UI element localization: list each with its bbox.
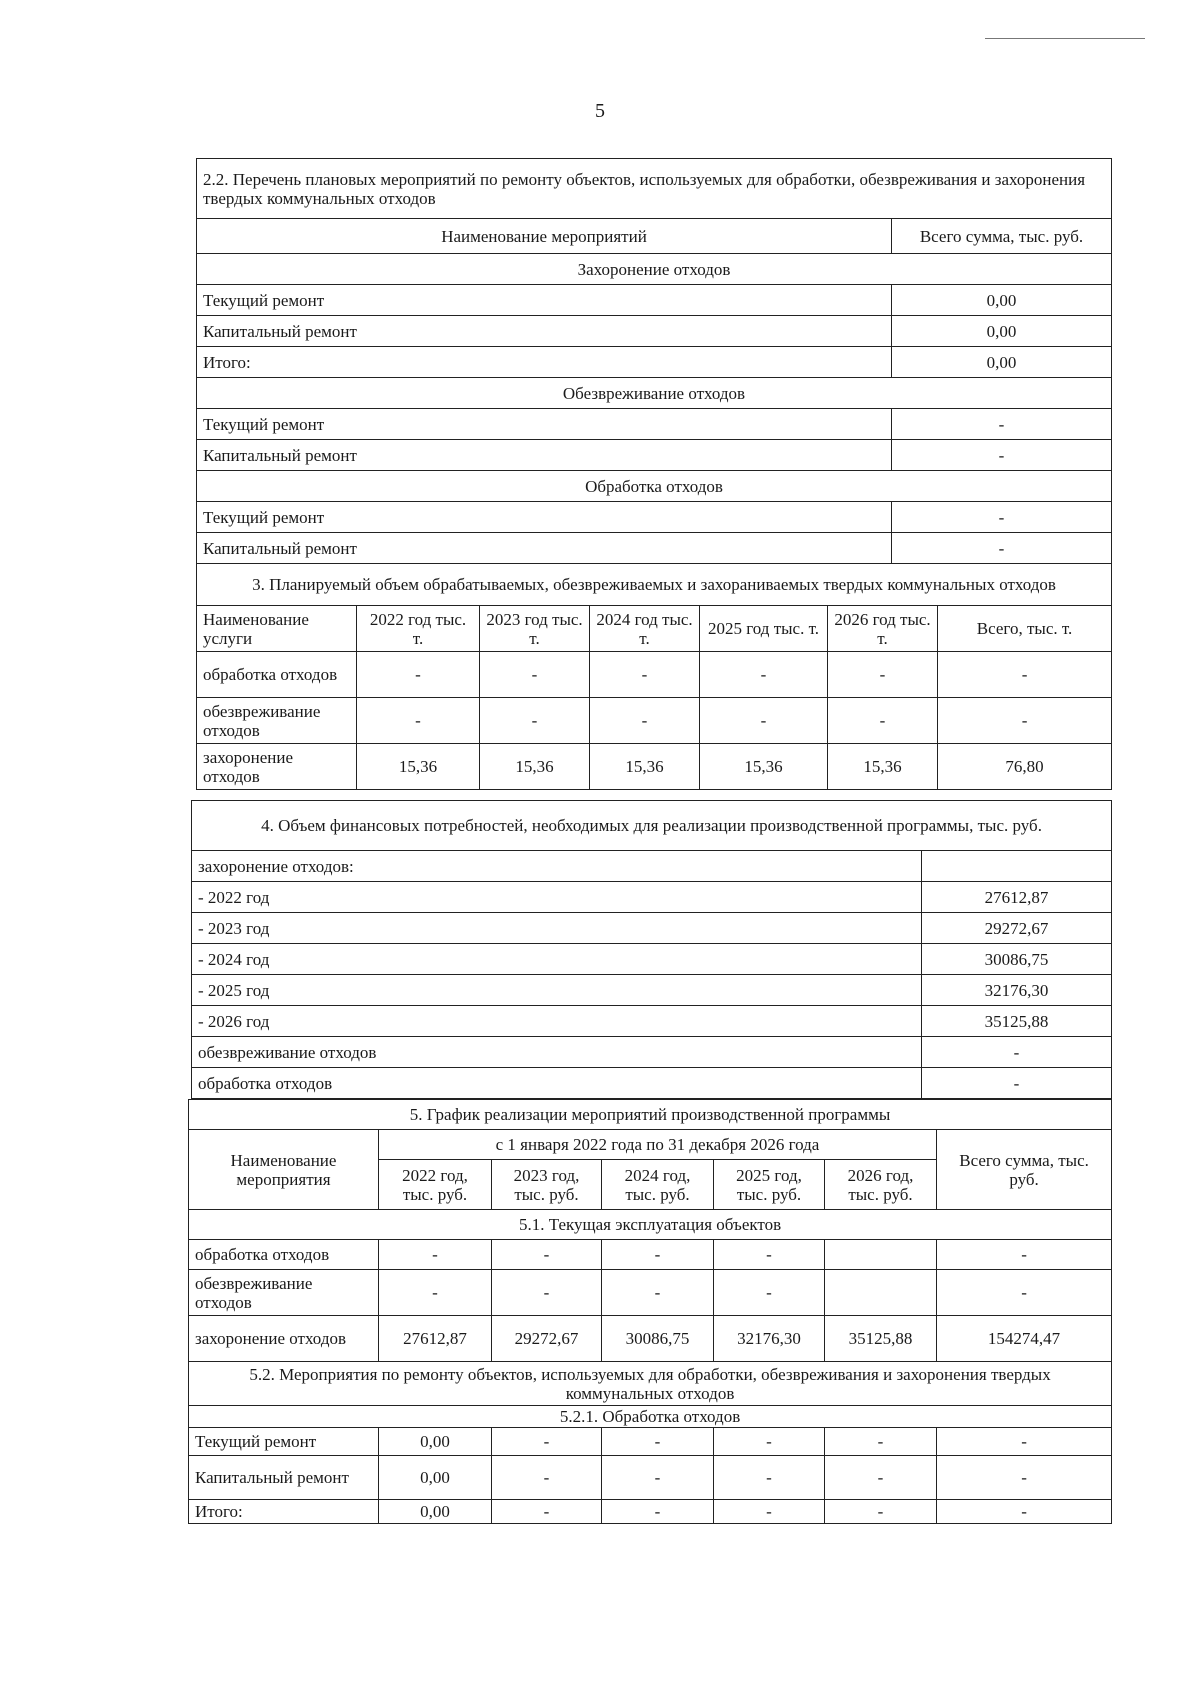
row-value: 0,00 — [892, 285, 1112, 316]
cell: - — [602, 1240, 714, 1270]
cell: 15,36 — [700, 744, 828, 790]
year-header: 2022 год, тыс. руб. — [379, 1160, 492, 1210]
row-label: обезвреживание отходов — [192, 1037, 922, 1068]
row-label: Капитальный ремонт — [189, 1456, 379, 1500]
row-value: - — [892, 409, 1112, 440]
row-label: Капитальный ремонт — [197, 533, 892, 564]
row-label: - 2026 год — [192, 1006, 922, 1037]
cell: - — [602, 1456, 714, 1500]
subsection-5-1-title: 5.1. Текущая эксплуатация объектов — [189, 1210, 1112, 1240]
cell: - — [700, 698, 828, 744]
cell: - — [937, 1428, 1112, 1456]
column-header-name: Наименование мероприятий — [197, 219, 892, 254]
cell: 154274,47 — [937, 1316, 1112, 1362]
row-value: 27612,87 — [922, 882, 1112, 913]
cell: - — [714, 1456, 825, 1500]
cell: - — [714, 1240, 825, 1270]
year-header: 2025 год, тыс. руб. — [714, 1160, 825, 1210]
column-header-name: Наименование мероприятия — [189, 1130, 379, 1210]
row-value: - — [892, 533, 1112, 564]
cell: - — [825, 1500, 937, 1524]
row-label: Итого: — [197, 347, 892, 378]
section-2-2-title: 2.2. Перечень плановых мероприятий по ремонту объектов, используемых для обработки, обезвреживания и захоронения твердых коммунальных отходов — [197, 159, 1112, 219]
cell: - — [492, 1428, 602, 1456]
row-value: 29272,67 — [922, 913, 1112, 944]
row-label: Текущий ремонт — [197, 502, 892, 533]
column-header: 2023 год тыс. т. — [480, 606, 590, 652]
volume-table — [196, 563, 1112, 790]
group-title: Обработка отходов — [197, 471, 1112, 502]
section-4-title: 4. Объем финансовых потребностей, необходимых для реализации производственной программы, тыс. руб. — [192, 801, 1112, 851]
group-title: Обезвреживание отходов — [197, 378, 1112, 409]
cell: - — [492, 1240, 602, 1270]
row-value: 30086,75 — [922, 944, 1112, 975]
cell: 27612,87 — [379, 1316, 492, 1362]
column-header-total: Всего сумма, тыс. руб. — [937, 1130, 1112, 1210]
row-label: Капитальный ремонт — [197, 316, 892, 347]
repair-plan-table — [196, 158, 1112, 564]
cell: - — [714, 1500, 825, 1524]
cell: 30086,75 — [602, 1316, 714, 1362]
row-label: - 2022 год — [192, 882, 922, 913]
cell: 0,00 — [379, 1428, 492, 1456]
cell: - — [938, 698, 1112, 744]
cell: 35125,88 — [825, 1316, 937, 1362]
row-label: обработка отходов — [197, 652, 357, 698]
subsection-5-2-title: 5.2. Мероприятия по ремонту объектов, используемых для обработки, обезвреживания и захоронения твердых коммунальных отходов — [189, 1362, 1112, 1406]
row-label: - 2024 год — [192, 944, 922, 975]
row-label: Капитальный ремонт — [197, 440, 892, 471]
cell: - — [825, 1428, 937, 1456]
row-label: обработка отходов — [192, 1068, 922, 1099]
row-label: Текущий ремонт — [189, 1428, 379, 1456]
cell: - — [492, 1456, 602, 1500]
row-label: захоронение отходов — [197, 744, 357, 790]
cell: - — [714, 1270, 825, 1316]
cell — [825, 1240, 937, 1270]
cell: - — [602, 1270, 714, 1316]
cell: - — [590, 698, 700, 744]
scan-edge-line — [985, 38, 1145, 39]
row-label: - 2025 год — [192, 975, 922, 1006]
row-label: захоронение отходов — [189, 1316, 379, 1362]
row-value: 35125,88 — [922, 1006, 1112, 1037]
column-header-sum: Всего сумма, тыс. руб. — [892, 219, 1112, 254]
cell: - — [480, 652, 590, 698]
cell: - — [492, 1270, 602, 1316]
cell: 29272,67 — [492, 1316, 602, 1362]
cell: - — [379, 1270, 492, 1316]
cell: 76,80 — [938, 744, 1112, 790]
schedule-table — [188, 1099, 1112, 1524]
cell: - — [828, 652, 938, 698]
column-header: 2024 год тыс. т. — [590, 606, 700, 652]
cell: - — [492, 1500, 602, 1524]
cell: - — [825, 1456, 937, 1500]
cell: - — [937, 1270, 1112, 1316]
cell: 15,36 — [357, 744, 480, 790]
cell: - — [937, 1240, 1112, 1270]
year-header: 2024 год, тыс. руб. — [602, 1160, 714, 1210]
cell: 32176,30 — [714, 1316, 825, 1362]
row-label: обезвреживание отходов — [197, 698, 357, 744]
year-header: 2026 год, тыс. руб. — [825, 1160, 937, 1210]
column-header: Всего, тыс. т. — [938, 606, 1112, 652]
cell — [825, 1270, 937, 1316]
column-header: 2025 год тыс. т. — [700, 606, 828, 652]
section-3-title: 3. Планируемый объем обрабатываемых, обезвреживаемых и захораниваемых твердых коммунальных отходов — [197, 564, 1112, 606]
row-label: Итого: — [189, 1500, 379, 1524]
row-value: 0,00 — [892, 347, 1112, 378]
column-header: 2026 год тыс. т. — [828, 606, 938, 652]
cell: - — [379, 1240, 492, 1270]
row-label: - 2023 год — [192, 913, 922, 944]
finance-table — [191, 800, 1112, 1099]
row-label: захоронение отходов: — [192, 851, 922, 882]
cell: 15,36 — [828, 744, 938, 790]
cell: - — [357, 698, 480, 744]
subsection-5-2-1-title: 5.2.1. Обработка отходов — [189, 1406, 1112, 1428]
row-label: Текущий ремонт — [197, 285, 892, 316]
cell: - — [938, 652, 1112, 698]
row-value — [922, 851, 1112, 882]
row-value: - — [892, 502, 1112, 533]
row-value: 32176,30 — [922, 975, 1112, 1006]
column-header: Наименование услуги — [197, 606, 357, 652]
cell: - — [602, 1428, 714, 1456]
group-title: Захоронение отходов — [197, 254, 1112, 285]
row-label: обработка отходов — [189, 1240, 379, 1270]
period-header: с 1 января 2022 года по 31 декабря 2026 года — [379, 1130, 937, 1160]
section-5-title: 5. График реализации мероприятий производственной программы — [189, 1100, 1112, 1130]
cell: - — [828, 698, 938, 744]
column-header: 2022 год тыс. т. — [357, 606, 480, 652]
cell: - — [602, 1500, 714, 1524]
cell: - — [590, 652, 700, 698]
cell: 0,00 — [379, 1500, 492, 1524]
row-label: обезвреживание отходов — [189, 1270, 379, 1316]
cell: 15,36 — [480, 744, 590, 790]
cell: 0,00 — [379, 1456, 492, 1500]
row-value: - — [922, 1037, 1112, 1068]
page-number: 5 — [595, 100, 605, 122]
row-value: - — [922, 1068, 1112, 1099]
cell: - — [937, 1456, 1112, 1500]
row-label: Текущий ремонт — [197, 409, 892, 440]
row-value: 0,00 — [892, 316, 1112, 347]
cell: - — [480, 698, 590, 744]
cell: - — [700, 652, 828, 698]
cell: - — [937, 1500, 1112, 1524]
cell: - — [357, 652, 480, 698]
row-value: - — [892, 440, 1112, 471]
year-header: 2023 год, тыс. руб. — [492, 1160, 602, 1210]
cell: 15,36 — [590, 744, 700, 790]
cell: - — [714, 1428, 825, 1456]
